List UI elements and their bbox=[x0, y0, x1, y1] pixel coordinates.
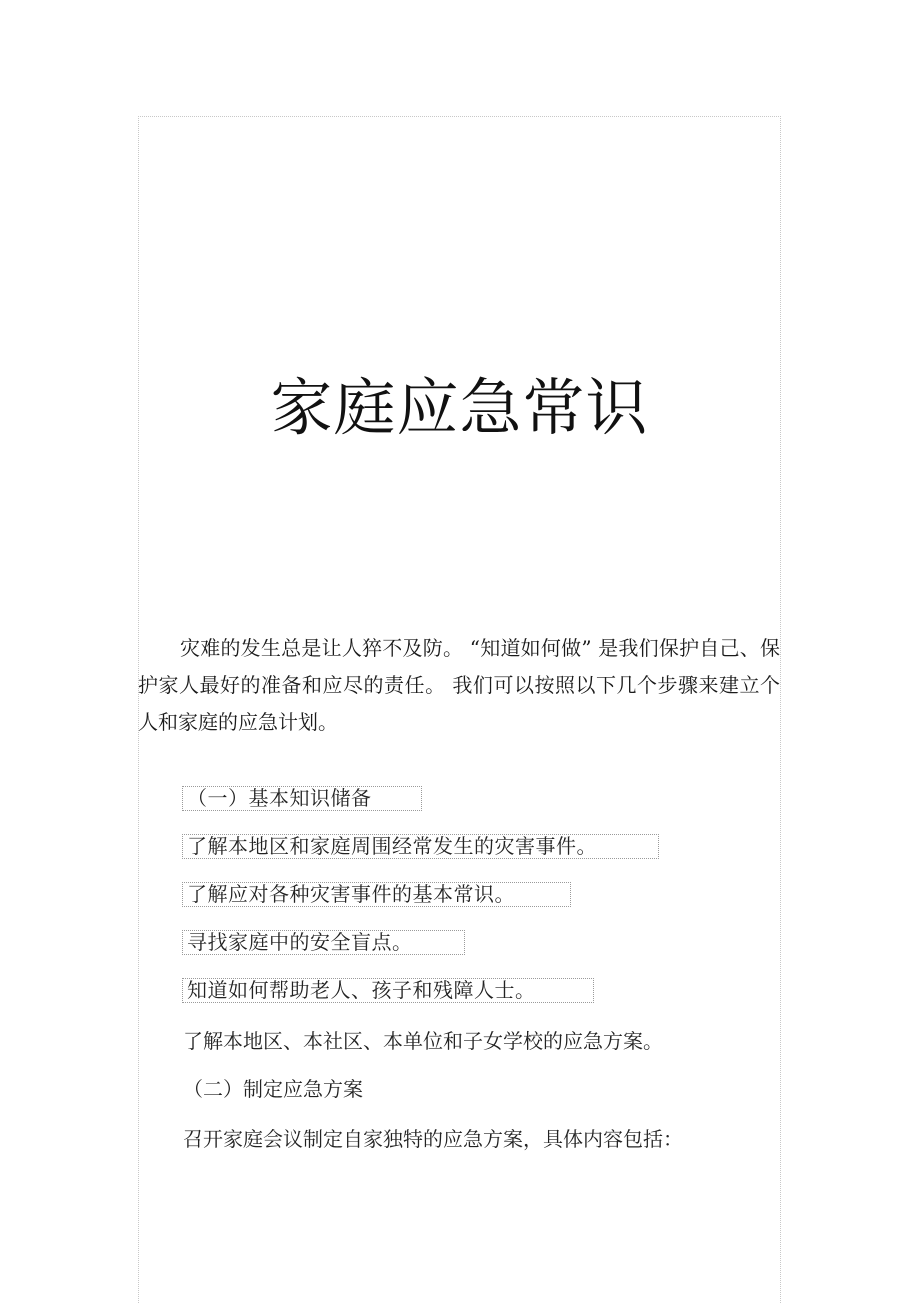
section-1-heading: （一）基本知识储备 bbox=[182, 786, 422, 811]
section-2-item: 召开家庭会议制定自家独特的应急方案，具体内容包括： bbox=[183, 1127, 683, 1151]
section-2-heading: （二）制定应急方案 bbox=[183, 1077, 363, 1101]
document-title: 家庭应急常识 bbox=[270, 371, 649, 444]
section-1-item: 了解本地区、本社区、本单位和子女学校的应急方案。 bbox=[183, 1029, 663, 1053]
section-1-item: 知道如何帮助老人、孩子和残障人士。 bbox=[182, 978, 594, 1003]
section-1-item: 了解应对各种灾害事件的基本常识。 bbox=[182, 882, 571, 907]
section-1-item: 了解本地区和家庭周围经常发生的灾害事件。 bbox=[182, 834, 659, 859]
section-1-item: 寻找家庭中的安全盲点。 bbox=[182, 930, 465, 955]
intro-paragraph: 灾难的发生总是让人猝不及防。 “知道如何做” 是我们保护自己、保护家人最好的准备和应尽的责任。 我们可以按照以下几个步骤来建立个人和家庭的应急计划。 bbox=[138, 636, 780, 734]
